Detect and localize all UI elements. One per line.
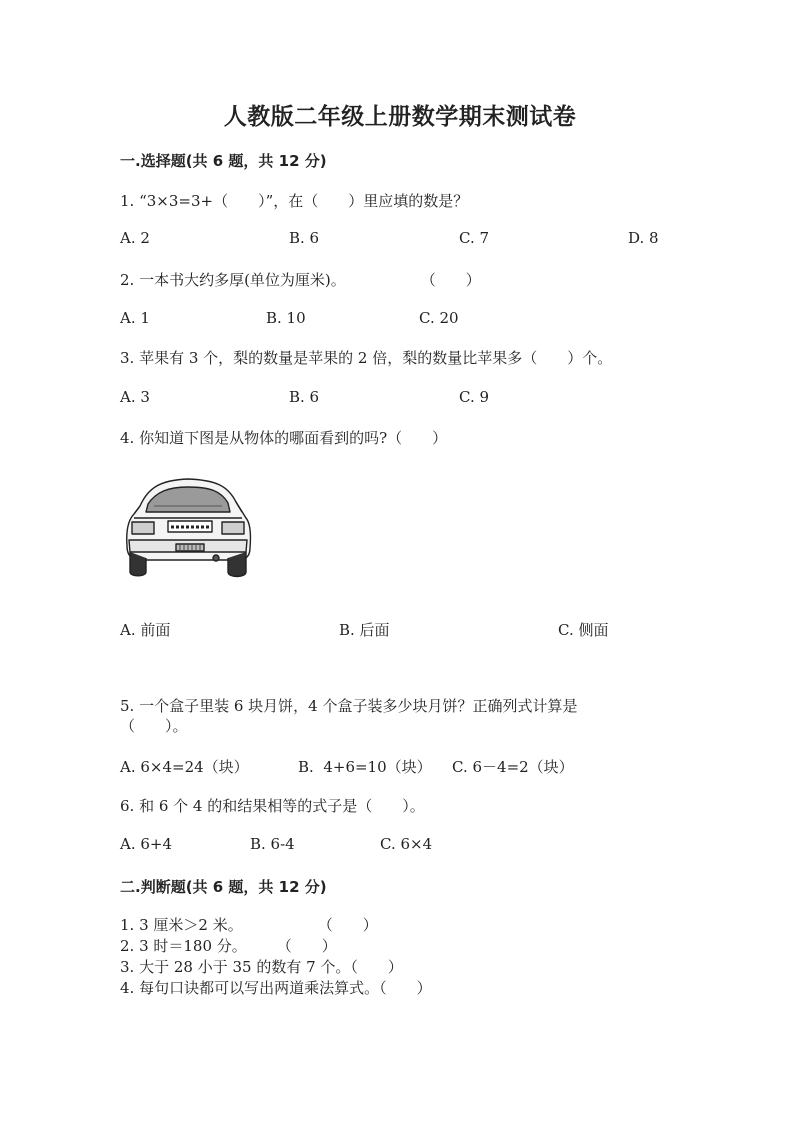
question-6: 6. 和 6 个 4 的和结果相等的式子是（ ）。 [120, 797, 425, 815]
question-5-line-1: 5. 一个盒子里装 6 块月饼，4 个盒子装多少块月饼？正确列式计算是 [120, 697, 578, 715]
tf-item-4: 4. 每句口诀都可以写出两道乘法算式。（ ） [120, 979, 432, 997]
q1-option-d: D. 8 [628, 229, 659, 247]
car-rear-view-icon [120, 472, 255, 582]
q5-option-b: B. 4+6=10（块） [298, 758, 432, 776]
section-heading-true-false: 二.判断题(共 6 题，共 12 分) [120, 878, 327, 896]
tf-item-3: 3. 大于 28 小于 35 的数有 7 个。（ ） [120, 958, 403, 976]
q2-option-a: A. 1 [120, 309, 150, 327]
q6-option-b: B. 6-4 [250, 835, 295, 853]
q5-option-a: A. 6×4=24（块） [120, 758, 249, 776]
question-3: 3. 苹果有 3 个，梨的数量是苹果的 2 倍，梨的数量比苹果多（ ）个。 [120, 349, 613, 367]
question-4: 4. 你知道下图是从物体的哪面看到的吗?（ ） [120, 429, 448, 447]
q3-option-c: C. 9 [459, 388, 490, 406]
q1-option-a: A. 2 [120, 229, 150, 247]
section-heading-choice: 一.选择题(共 6 题，共 12 分) [120, 152, 327, 170]
q5-option-c: C. 6－4=2（块） [452, 758, 574, 776]
exam-title: 人教版二年级上册数学期末测试卷 [223, 103, 577, 130]
tf-item-1: 1. 3 厘米＞2 米。 （ ） [120, 916, 378, 934]
q1-option-b: B. 6 [289, 229, 320, 247]
q1-option-c: C. 7 [459, 229, 490, 247]
q3-option-b: B. 6 [289, 388, 320, 406]
q6-option-a: A. 6+4 [120, 835, 173, 853]
q6-option-c: C. 6×4 [380, 835, 433, 853]
q4-option-b: B. 后面 [339, 621, 390, 639]
question-5-line-2: （ ）。 [120, 717, 188, 735]
question-1: 1. “3×3=3+（ ）”，在（ ）里应填的数是？ [120, 192, 469, 210]
question-2: 2. 一本书大约多厚(单位为厘米)。 （ ） [120, 271, 481, 289]
q4-option-c: C. 侧面 [558, 621, 609, 639]
q2-option-c: C. 20 [419, 309, 459, 327]
tf-item-2: 2. 3 时＝180 分。 （ ） [120, 937, 337, 955]
q4-option-a: A. 前面 [120, 621, 171, 639]
q2-option-b: B. 10 [266, 309, 306, 327]
q3-option-a: A. 3 [120, 388, 150, 406]
